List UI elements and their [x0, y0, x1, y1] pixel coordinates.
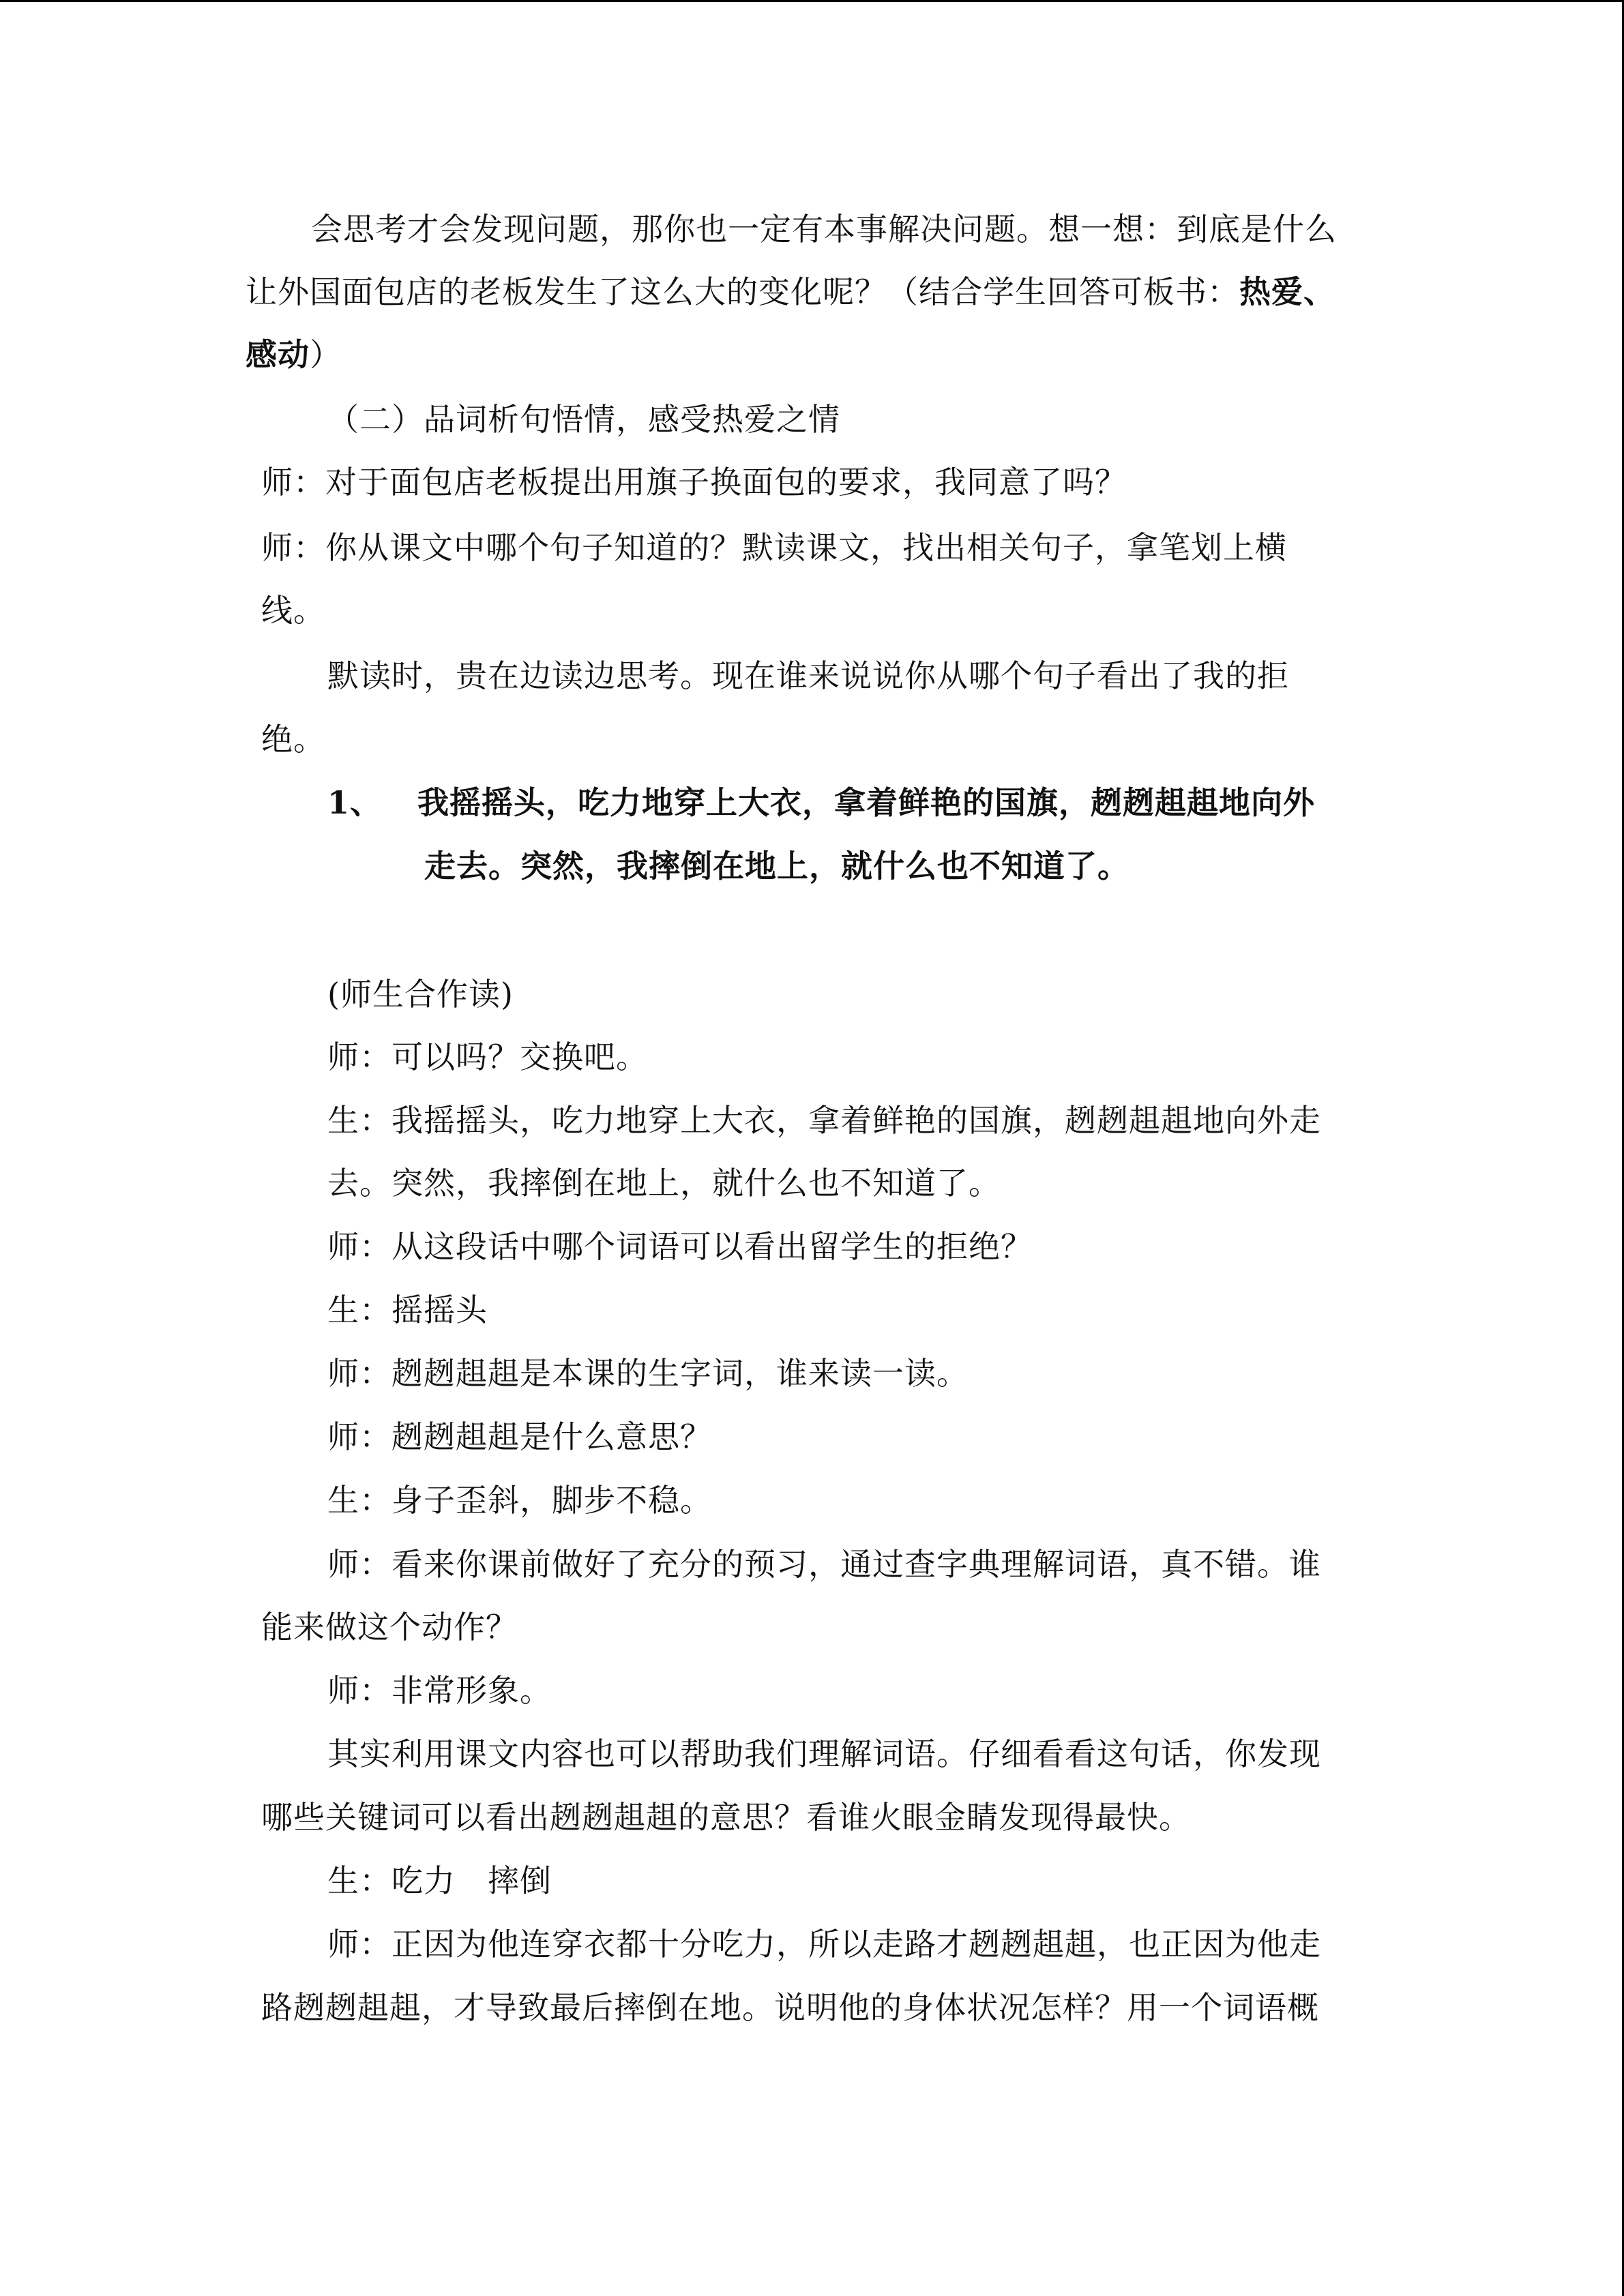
dialogue-line: 师：趔趔趄趄是什么意思？	[327, 1418, 712, 1455]
board-note-emphasis: 热爱、	[1239, 273, 1335, 310]
dialogue-line: 师：趔趔趄趄是本课的生字词，谁来读一读。	[327, 1355, 969, 1392]
dialogue-line: 能来做这个动作？	[261, 1609, 518, 1645]
paragraph-line: 让外国面包店的老板发生了这么大的变化呢？（结合学生回答可板书：热爱、	[246, 273, 1335, 310]
paragraph-line: 默读时，贵在边读边思考。现在谁来说说你从哪个句子看出了我的拒	[327, 657, 1289, 694]
dialogue-line: 生：摇摇头	[327, 1292, 488, 1328]
paragraph-line: 其实利用课文内容也可以帮助我们理解词语。仔细看看这句话，你发现	[327, 1735, 1321, 1772]
section-heading: （二）品词析句悟情，感受热爱之情	[327, 401, 840, 438]
dialogue-line: 生：我摇摇头，吃力地穿上大衣，拿着鲜艳的国旗，趔趔趄趄地向外走	[327, 1102, 1321, 1139]
dialogue-line: (师生合作读)	[327, 976, 514, 1013]
dialogue-line: 去。突然，我摔倒在地上，就什么也不知道了。	[327, 1165, 1001, 1202]
dialogue-line: 师：正因为他连穿衣都十分吃力，所以走路才趔趔趄趄，也正因为他走	[327, 1926, 1321, 1963]
board-note-emphasis: 感动	[246, 336, 310, 373]
dialogue-line: 师：非常形象。	[327, 1672, 552, 1709]
dialogue-line: 师：从这段话中哪个词语可以看出留学生的拒绝？	[327, 1228, 1033, 1265]
dialogue-line: 路趔趔趄趄，才导致最后摔倒在地。说明他的身体状况怎样？用一个词语概	[261, 1989, 1319, 2026]
quote-number: 1、	[327, 784, 383, 821]
paragraph-line: 绝。	[261, 721, 325, 758]
quote-line: 走去。突然，我摔倒在地上，就什么也不知道了。	[424, 848, 1130, 884]
dialogue-line: 生：身子歪斜，脚步不稳。	[327, 1482, 712, 1519]
dialogue-line: 生：吃力 摔倒	[327, 1862, 552, 1899]
dialogue-line: 师：可以吗？交换吧。	[327, 1039, 648, 1075]
paragraph-line: 会思考才会发现问题，那你也一定有本事解决问题。想一想：到底是什么	[311, 211, 1337, 248]
paragraph-line: 哪些关键词可以看出趔趔趄趄的意思？看谁火眼金睛发现得最快。	[261, 1799, 1191, 1836]
dialogue-line: 线。	[261, 592, 325, 629]
dialogue-line: 师：看来你课前做好了充分的预习，通过查字典理解词语，真不错。谁	[327, 1546, 1321, 1583]
paragraph-line: 感动）	[246, 336, 342, 373]
quote-line: 我摇摇头，吃力地穿上大衣，拿着鲜艳的国旗，趔趔趄趄地向外	[417, 784, 1315, 821]
dialogue-line: 师：对于面包店老板提出用旗子换面包的要求，我同意了吗？	[261, 464, 1127, 501]
dialogue-line: 师：你从课文中哪个句子知道的？默读课文，找出相关句子，拿笔划上横	[261, 529, 1287, 566]
